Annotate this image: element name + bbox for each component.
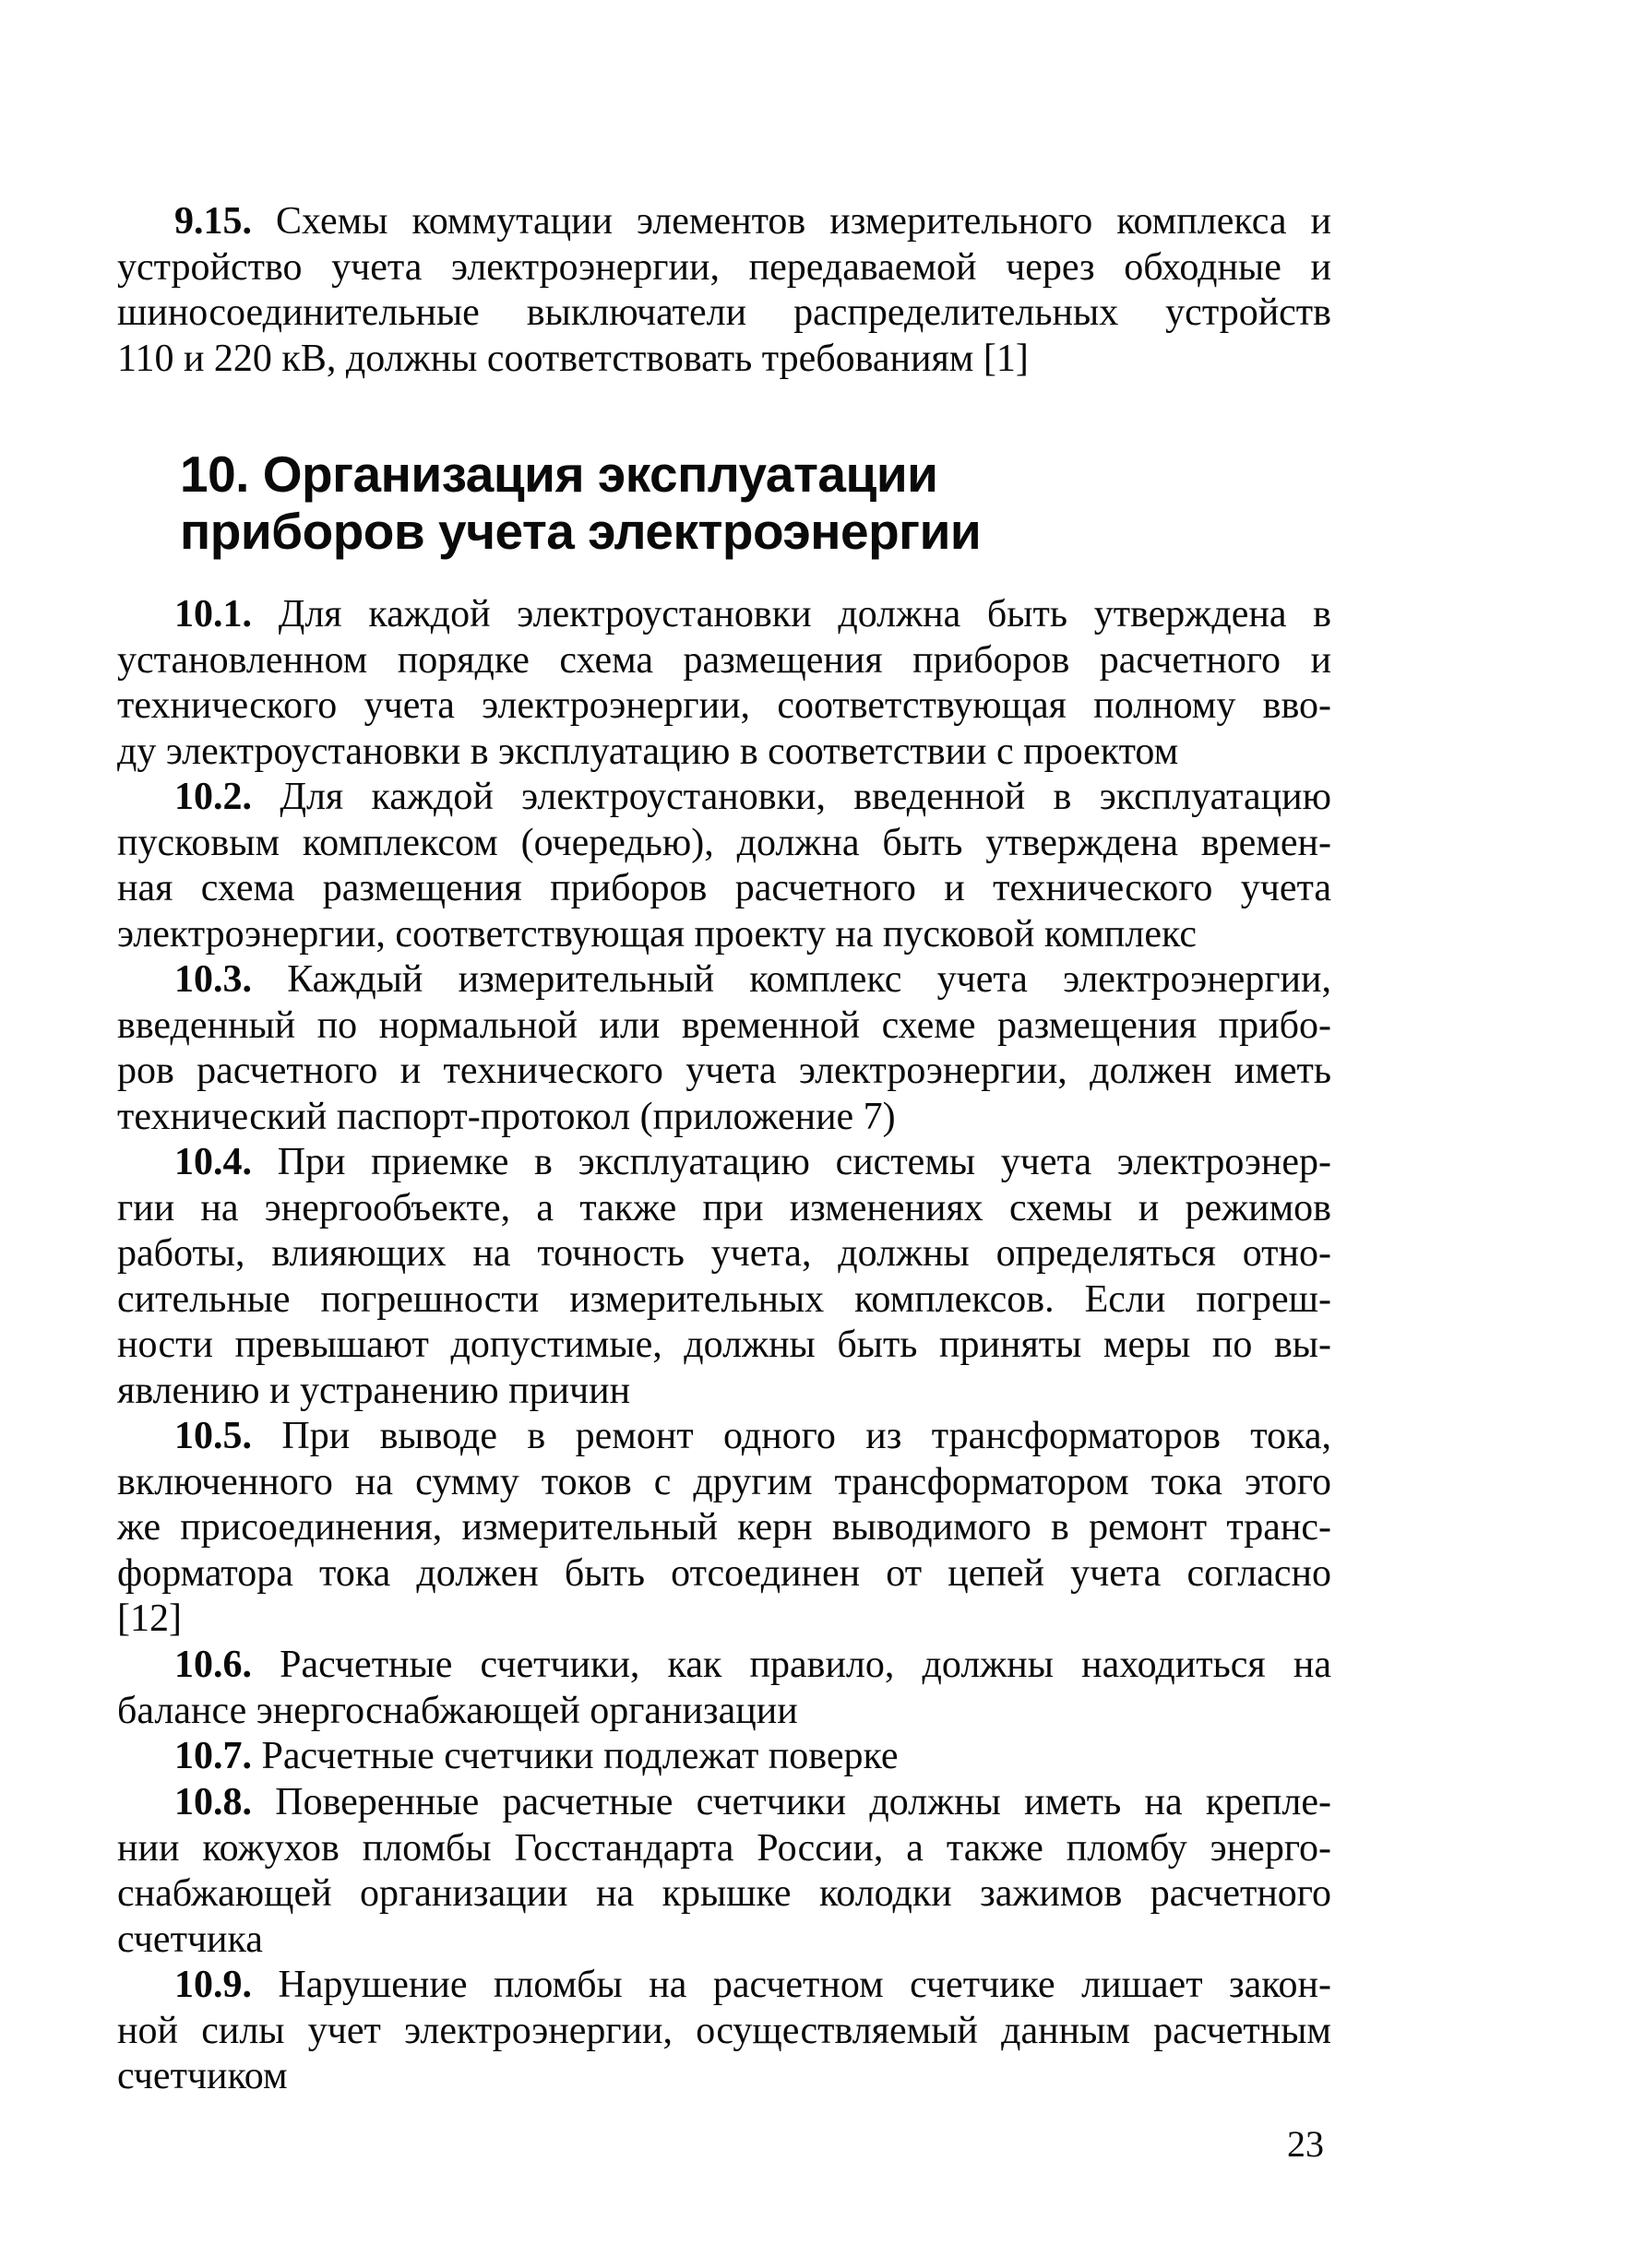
- paragraph-line: счетчиком: [117, 2055, 288, 2097]
- paragraph-line: гии на энергообъекте, а также при изменениях схемы и режимов: [117, 1186, 1331, 1229]
- paragraph-line: ной силы учет электроэнергии, осуществляемый данным расчетным: [117, 2009, 1331, 2052]
- paragraph-number: 10.5.: [174, 1415, 252, 1457]
- paragraph-line: установленном порядке схема размещения приборов расчетного и: [117, 638, 1331, 682]
- paragraph-line: устройство учета электроэнергии, передаваемой через обходные и: [117, 245, 1331, 289]
- paragraph-10-4: [117, 1140, 1331, 1414]
- paragraph-line: [117, 1414, 1331, 1460]
- paragraph-line: [117, 775, 1331, 821]
- paragraph-10-6: [117, 1643, 1331, 1734]
- paragraph-line: пусковым комплексом (очередью), должна быть утверждена времен-: [117, 821, 1331, 864]
- paragraph-number: 10.6.: [174, 1644, 252, 1686]
- line-text: При выводе в ремонт одного из трансформаторов тока,: [252, 1415, 1331, 1457]
- paragraph-line: ров расчетного и технического учета электроэнергии, должен иметь: [117, 1050, 1331, 1092]
- paragraph-number: 10.2.: [174, 776, 252, 818]
- paragraph-line: нии кожухов пломбы Госстандарта России, а также пломбу энерго-: [117, 1826, 1331, 1870]
- paragraph-line: ная схема размещения приборов расчетного и технического учета: [117, 867, 1331, 909]
- paragraph-line: введенный по нормальной или временной схеме размещения прибо-: [117, 1003, 1331, 1047]
- paragraph-number: 10.1.: [174, 593, 252, 635]
- paragraph-line: технический паспорт-протокол (приложение 7): [117, 1095, 896, 1138]
- paragraph-line: технического учета электроэнергии, соответствующая полному вво-: [117, 684, 1331, 727]
- paragraph-line: 110 и 220 кВ, должны соответствовать требованиям [1]: [117, 337, 1029, 380]
- paragraph-line: [117, 1780, 1331, 1826]
- paragraph-line: сительные погрешности измерительных комплексов. Если погреш-: [117, 1277, 1331, 1321]
- paragraph-10-8: [117, 1780, 1331, 1963]
- paragraph-line: форматора тока должен быть отсоединен от цепей учета согласно: [117, 1551, 1331, 1595]
- line-text: Нарушение пломбы на расчетном счетчике лишает закон-: [252, 1964, 1331, 2006]
- page-number: 23: [1287, 2123, 1324, 2165]
- paragraph-line: явлению и устранению причин: [117, 1369, 631, 1412]
- paragraph-line: счетчика: [117, 1918, 263, 1961]
- paragraph-number: 9.15.: [174, 200, 252, 243]
- paragraph-line: [117, 592, 1331, 638]
- paragraph-line: [117, 199, 1331, 245]
- paragraph-line: [117, 1963, 1331, 2009]
- paragraph-number: 10.7.: [174, 1735, 252, 1777]
- line-text: Расчетные счетчики подлежат поверке: [252, 1735, 899, 1777]
- section-heading: [180, 445, 981, 560]
- paragraph-number: 10.9.: [174, 1964, 252, 2006]
- paragraph-10-3: [117, 957, 1331, 1140]
- paragraph-line: [117, 957, 1331, 1003]
- line-text: Для каждой электроустановки должна быть утверждена в: [252, 593, 1331, 635]
- paragraph-line: электроэнергии, соответствующая проекту на пусковой комплекс: [117, 912, 1197, 956]
- paragraph-line: [117, 1734, 1331, 1780]
- paragraph-number: 10.3.: [174, 958, 252, 1001]
- paragraph-line: снабжающей организации на крышке колодки зажимов расчетного: [117, 1872, 1331, 1915]
- paragraph-10-2: [117, 775, 1331, 957]
- paragraph-line: включенного на сумму токов с другим трансформатором тока этого: [117, 1460, 1331, 1503]
- paragraph-line: [117, 1643, 1331, 1689]
- line-text: Для каждой электроустановки, введенной в эксплуатацию: [252, 776, 1331, 818]
- line-text: Поверенные расчетные счетчики должны иметь на крепле-: [252, 1781, 1331, 1823]
- line-text: При приемке в эксплуатацию системы учета электроэнер-: [252, 1141, 1331, 1183]
- paragraph-number: 10.4.: [174, 1141, 252, 1183]
- paragraph-10-5: [117, 1414, 1331, 1643]
- paragraph-line: шиносоединительные выключатели распределительных устройств: [117, 291, 1331, 334]
- paragraph-line: [117, 1140, 1331, 1186]
- paragraph-line: ду электроустановки в эксплуатацию в соответствии с проектом: [117, 730, 1179, 773]
- heading-line-2: приборов учета электроэнергии: [180, 503, 982, 560]
- line-text: Каждый измерительный комплекс учета электроэнергии,: [252, 958, 1331, 1001]
- paragraph-line: [12]: [117, 1597, 182, 1640]
- line-text: Расчетные счетчики, как правило, должны находиться на: [252, 1644, 1331, 1686]
- paragraph-line: же присоединения, измерительный керн выводимого в ремонт транс-: [117, 1506, 1331, 1549]
- paragraph-number: 10.8.: [174, 1781, 252, 1823]
- paragraph-9-15: [117, 199, 1331, 382]
- paragraph-10-1: [117, 592, 1331, 775]
- heading-line-1: 10. Организация эксплуатации: [180, 445, 938, 503]
- paragraph-line: балансе энергоснабжающей организации: [117, 1689, 798, 1732]
- line-text: Схемы коммутации элементов измерительного комплекса и: [252, 200, 1331, 243]
- paragraph-line: ности превышают допустимые, должны быть приняты меры по вы-: [117, 1324, 1331, 1366]
- paragraph-10-7: [117, 1734, 1331, 1780]
- paragraph-10-9: [117, 1963, 1331, 2100]
- paragraph-line: работы, влияющих на точность учета, должны определяться отно-: [117, 1232, 1331, 1275]
